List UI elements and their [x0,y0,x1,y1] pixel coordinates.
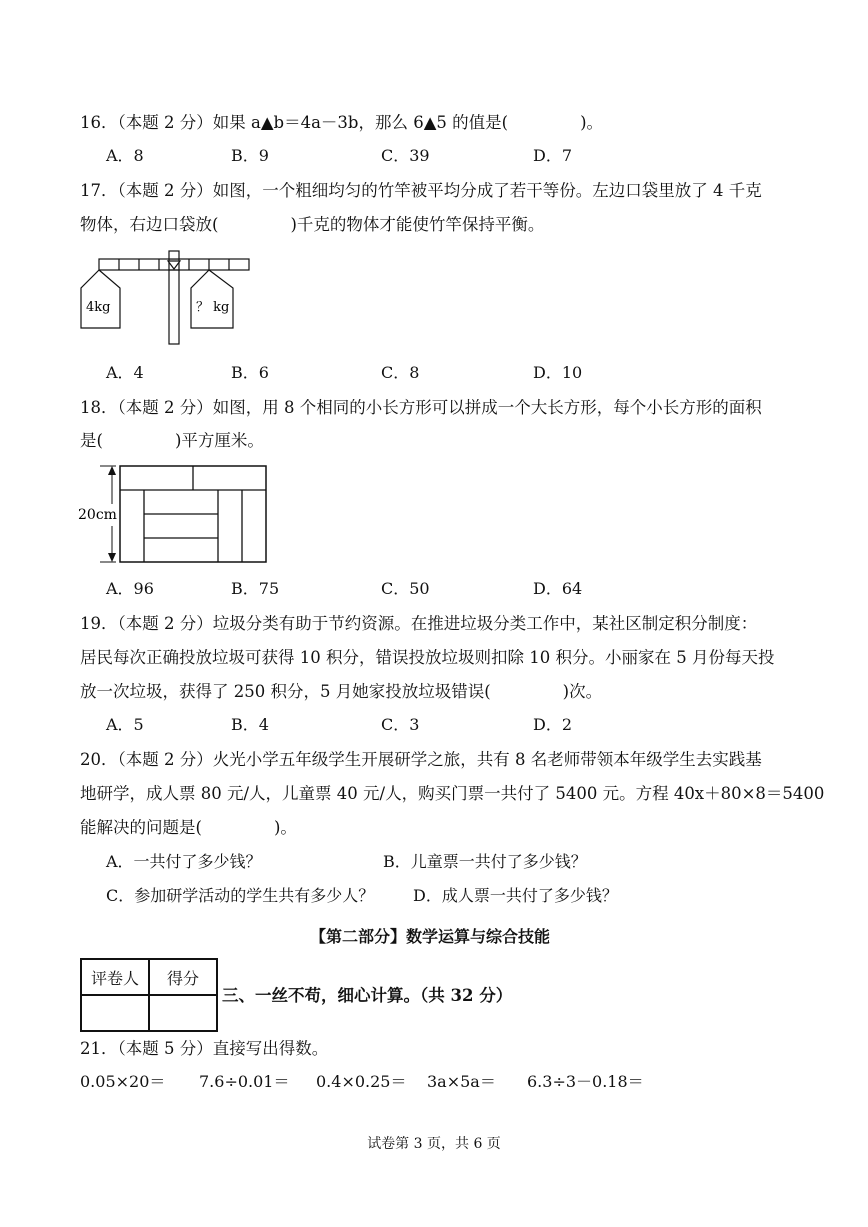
q18-rectangle-figure [76,462,272,568]
q20-stem-line3 [80,817,297,839]
q16-option-a: A．8 [106,146,144,165]
score-table [80,958,218,1032]
score-table-score-cell[interactable] [149,995,217,1031]
q19-option-b: B．4 [231,715,269,734]
q17-left-label: 4kg [86,300,111,315]
q20-option-d: D．成人票一共付了多少钱？ [413,886,618,905]
score-table-score-header: 得分 [149,959,217,995]
q18-text-before: 是( [80,431,103,450]
q21-item-1: 0.05×20＝ [80,1072,166,1091]
q17-stem-line2 [80,214,544,236]
q18-option-a: A．96 [106,579,154,598]
q20-option-b: B．儿童票一共付了多少钱？ [383,852,587,871]
q20-stem-line2: 地研学，成人票 80 元/人，儿童票 40 元/人，购买门票一共付了 5400 元。方程 40x＋80×8＝5400 [80,784,825,803]
q16-text-after: )。 [580,113,604,132]
q16-text-before: 16．（本题 2 分）如果 a▲b＝4a－3b，那么 6▲5 的值是( [80,113,509,132]
q17-text-after: )千克的物体才能使竹竿保持平衡。 [290,215,545,234]
q16-option-c: C．39 [381,146,430,165]
q18-option-d: D．64 [533,579,583,598]
q19-option-d: D．2 [533,715,573,734]
q21-item-4: 3a×5a＝ [427,1072,496,1091]
q19-stem-line1: 19．（本题 2 分）垃圾分类有助于节约资源。在推进垃圾分类工作中，某社区制定积分制度： [80,614,758,633]
part-title: 【第二部分】数学运算与综合技能 [310,927,551,946]
q19-stem-line2: 居民每次正确投放垃圾可获得 10 积分，错误投放垃圾则扣除 10 积分。小丽家在 5 月份每天投 [80,648,775,667]
q17-text-before: 物体，右边口袋放( [80,215,219,234]
page-footer: 试卷第 3 页，共 6 页 [367,1136,501,1152]
q17-stem-line1: 17．（本题 2 分）如图，一个粗细均匀的竹竿被平均分成了若干等份。左边口袋里放了 4 千克 [80,181,762,200]
q20-stem-line1: 20．（本题 2 分）火光小学五年级学生开展研学之旅，共有 8 名老师带领本年级学生去实践基 [80,750,762,769]
q17-right-label: ？ kg [196,300,230,315]
q18-height-label: 20cm [78,507,117,523]
q17-option-b: B．6 [231,363,269,382]
q18-stem-line2 [80,430,264,452]
q20-text-before: 能解决的问题是( [80,818,202,837]
q18-option-b: B．75 [231,579,280,598]
q16-option-d: D．7 [533,146,573,165]
q18-stem-line1: 18．（本题 2 分）如图，用 8 个相同的小长方形可以拼成一个大长方形，每个小长方形的面积 [80,398,762,417]
q20-text-after: )。 [273,818,297,837]
q19-option-a: A．5 [106,715,144,734]
q19-text-after: )次。 [562,682,603,701]
q17-balance-figure [76,248,256,348]
q21-title: 21．（本题 5 分）直接写出得数。 [80,1039,329,1058]
q19-text-before: 放一次垃圾，获得了 250 积分，5 月她家投放垃圾错误( [80,682,491,701]
q21-item-3: 0.4×0.25＝ [316,1072,407,1091]
q18-text-after: )平方厘米。 [174,431,264,450]
q21-item-5: 6.3÷3－0.18＝ [527,1072,644,1091]
score-table-grader-header: 评卷人 [81,959,149,995]
score-table-grader-cell[interactable] [81,995,149,1031]
section-title: 三、一丝不苟，细心计算。（共 32 分） [222,986,513,1005]
q19-stem-line3 [80,681,602,703]
q16-option-b: B．9 [231,146,269,165]
q20-option-a: A．一共付了多少钱？ [106,852,262,871]
q20-option-c: C．参加研学活动的学生共有多少人？ [106,886,375,905]
q21-item-2: 7.6÷0.01＝ [199,1072,290,1091]
q17-option-a: A．4 [106,363,144,382]
q18-option-c: C．50 [381,579,430,598]
q16-stem [80,112,603,134]
q17-option-d: D．10 [533,363,583,382]
q17-option-c: C．8 [381,363,420,382]
q19-option-c: C．3 [381,715,420,734]
